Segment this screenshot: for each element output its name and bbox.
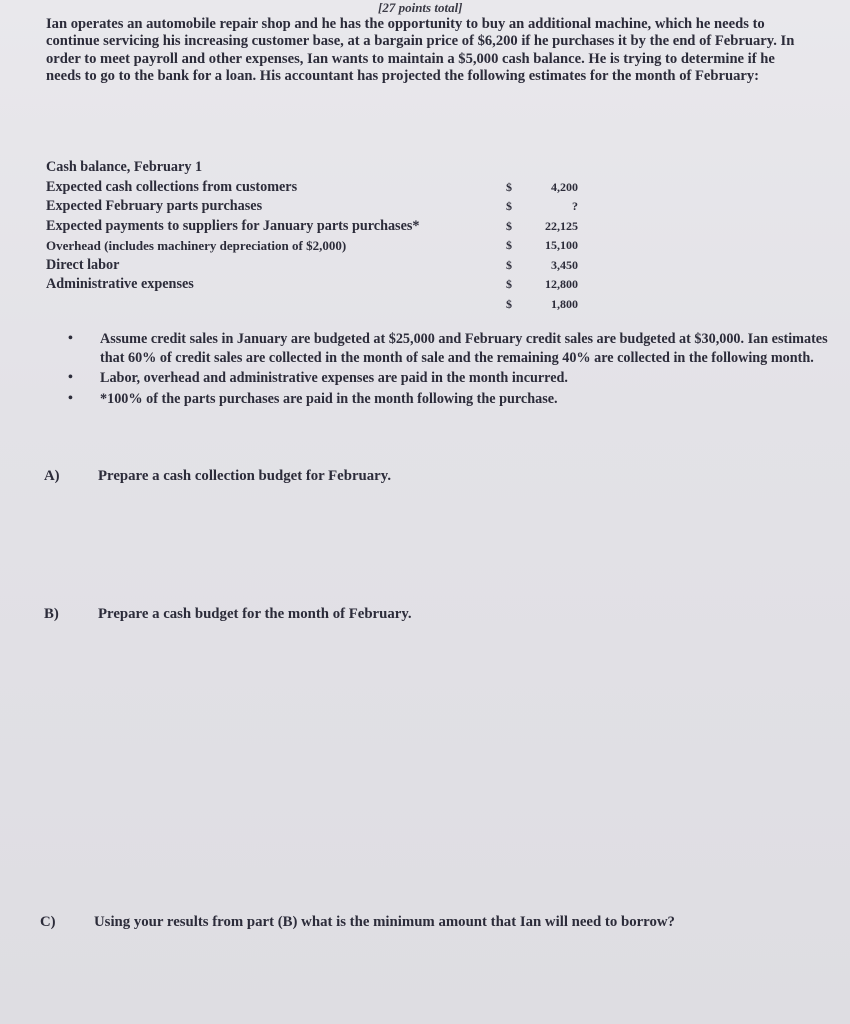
problem-intro: Ian operates an automobile repair shop and he has the opportunity to buy an additional machine, which he needs to continue servicing his increasing customer base, at a bargain price of $6,200 if he purchases it by the end of February. In order to meet payroll and other expenses, Ian wants to maintain a $5,000 cash balance. He is trying to determine if he needs to go to the bank for a loan. His accountant has projected the following estimates for the month of February: — [46, 16, 795, 85]
estimate-row — [46, 178, 586, 198]
estimate-label: Expected payments to suppliers for January parts purchases* — [46, 217, 420, 234]
question-text: Prepare a cash collection budget for February. — [98, 468, 392, 484]
estimate-value: 4,200 — [551, 179, 578, 194]
estimate-value: 3,450 — [551, 257, 578, 272]
question-letter: C) — [40, 914, 56, 930]
estimate-value: 1,800 — [551, 296, 578, 311]
list-item — [60, 330, 830, 367]
list-item — [60, 369, 830, 388]
estimate-label: Overhead (includes machinery depreciation of $2,000) — [46, 238, 347, 253]
estimate-row — [46, 217, 586, 237]
estimate-dollar: $ — [506, 277, 512, 291]
estimate-row — [46, 197, 586, 217]
estimate-label: Administrative expenses — [46, 276, 194, 292]
estimates-table — [46, 158, 586, 314]
estimate-dollar: $ — [506, 179, 512, 194]
estimate-dollar: $ — [506, 238, 512, 252]
question-text: Using your results from part (B) what is the minimum amount that Ian will need to borrow? — [94, 914, 675, 930]
estimate-row — [46, 256, 586, 276]
estimate-row — [46, 275, 586, 295]
question-a — [44, 468, 391, 485]
list-item — [60, 390, 830, 409]
assumption-text: *100% of the parts purchases are paid in the month following the purchase. — [100, 390, 558, 407]
assumption-text: Labor, overhead and administrative expenses are paid in the month incurred. — [100, 370, 568, 386]
estimate-label: Cash balance, February 1 — [46, 159, 203, 175]
estimate-value: 22,125 — [545, 218, 578, 233]
assumptions-list — [60, 330, 830, 410]
question-c — [40, 914, 675, 931]
estimate-value: ? — [572, 199, 578, 213]
estimate-row — [46, 295, 586, 315]
estimate-dollar: $ — [506, 199, 512, 213]
estimate-row — [46, 236, 586, 256]
question-letter: B) — [44, 606, 59, 622]
points-header: [27 points total] — [378, 0, 463, 15]
estimate-value: 12,800 — [545, 277, 578, 291]
bullet-icon: • — [68, 370, 73, 385]
estimate-label: Expected cash collections from customers — [46, 178, 298, 195]
estimate-label: Expected February parts purchases — [46, 198, 263, 214]
estimate-dollar: $ — [506, 296, 512, 311]
estimate-dollar: $ — [506, 218, 512, 233]
bullet-icon: • — [68, 390, 73, 406]
estimate-label: Direct labor — [46, 256, 120, 273]
question-b — [44, 606, 412, 623]
bullet-icon: • — [68, 331, 73, 346]
estimate-value: 15,100 — [545, 238, 578, 252]
assumption-text: Assume credit sales in January are budgeted at $25,000 and February credit sales are budgeted at $30,000. Ian estimates that 60% of credit sales are collected in the month of sale and the remaining 40% are collected in the following month. — [100, 331, 828, 366]
question-letter: A) — [44, 468, 60, 484]
question-text: Prepare a cash budget for the month of February. — [98, 606, 412, 622]
estimate-dollar: $ — [506, 257, 512, 272]
estimate-row — [46, 158, 586, 178]
